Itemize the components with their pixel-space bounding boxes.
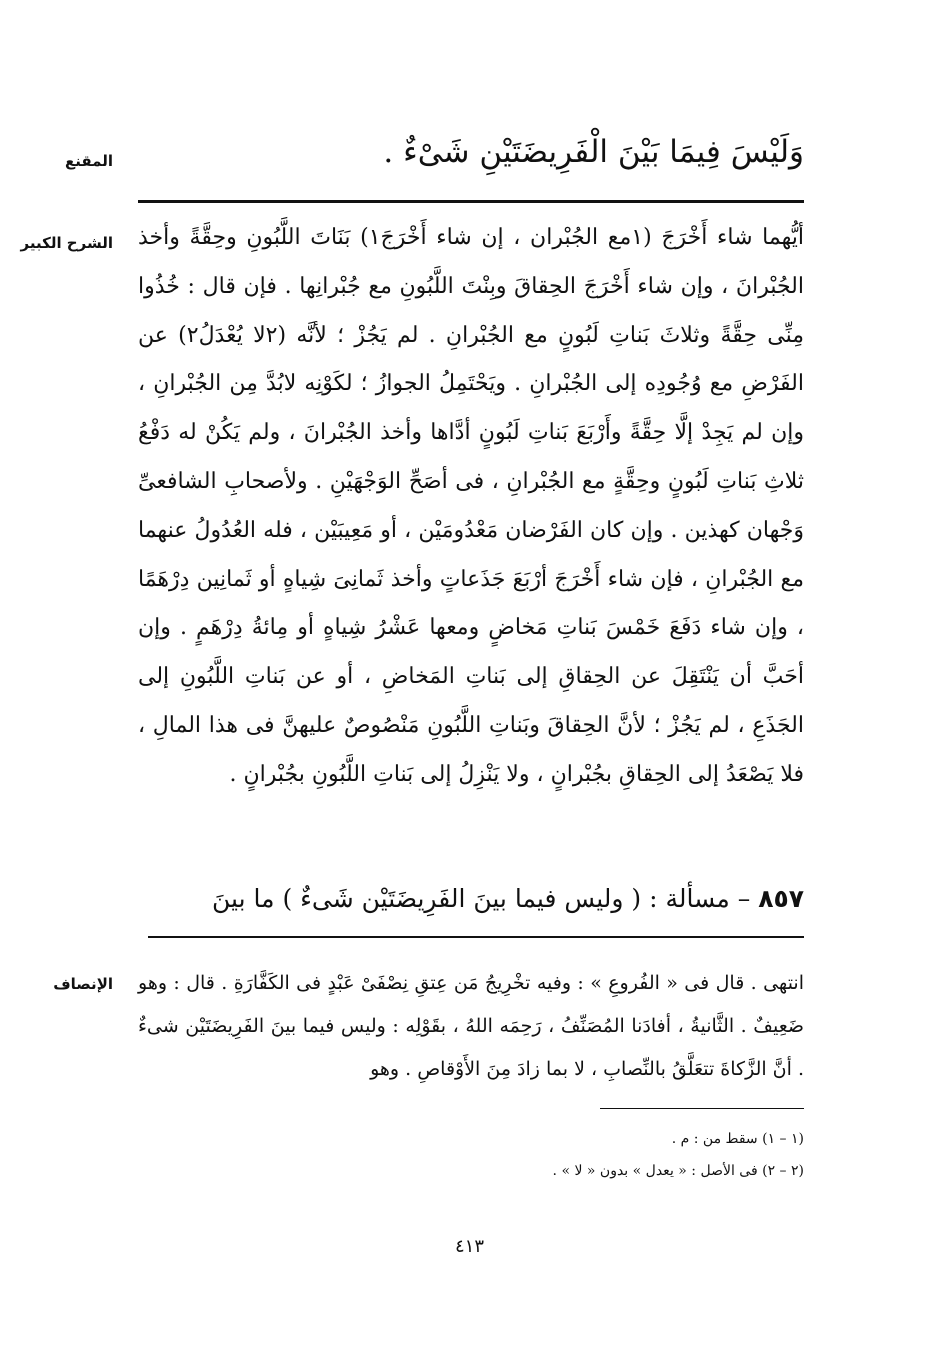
- sharh-block: [138, 214, 804, 800]
- footnote-1: (١ – ١) سقط من : م .: [671, 1131, 804, 1147]
- masala-number: ٨٥٧: [758, 884, 804, 913]
- insaf-block: [138, 962, 804, 1091]
- masala-heading: [138, 874, 804, 924]
- matn-divider: [138, 200, 804, 203]
- page-number: ٤١٣: [454, 1236, 484, 1257]
- masala-text: – مسألة : ( وليس فيما بينَ الفَرِيضَتَيْن شَىءٌ ) ما بينَ: [212, 884, 751, 913]
- insaf-paragraph: انتهى . قال فى « الفُروعِ » : وفيه تخْرِيجُ مَن عِتقِ نِصْفَىْ عَبْدٍ فى الكَفَّارَةِ . قال : وهو ضَعِيفٌ . الثَّانيةُ ، أفادَنا المُصَنِّفُ ، رَحِمَه اللهُ ، بقَوْلِه : وليس فيما بينَ الفَرِيضَتَيْن شىءٌ . أنَّ الزَّكاةَ تتعَلَّقُ بالنِّصابِ ، لا بما زادَ مِنَ الأَوْقاصِ . وهو: [138, 972, 804, 1080]
- muqni-label: المقنع: [65, 152, 113, 170]
- sharh-paragraph: أيُّهما شاء أَخْرَجَ (١مع الجُبْران ، إن شاء أَخْرَجَ١) بَنَاتَ اللَّبُونِ وحِقَّةً وأخذ الجُبْرانَ ، وإن شاء أَخْرَجَ الحِقاقَ وبِنْتَ اللَّبُونِ مع جُبْرانِها . فإن قال : خُذُوا مِنِّى حِقَّةً وثلاثَ بَناتِ لَبُونٍ مع الجُبْرانِ . لم يَجُزْ ؛ لأنَّه (٢لا يُعْدَلُ٢) عن الفَرْضِ مع وُجُودِه إلى الجُبْرانِ . ويَحْتَمِلُ الجوازُ ؛ لكَوْنِه لابُدَّ مِن الجُبْرانِ ، وإن لم يَجِدْ إلَّا حِقَّةً وأَرْبَعَ بَناتِ لَبُونٍ أدَّاها وأخذ الجُبْرانَ ، ولم يَكُنْ له دَفْعُ ثلاثِ بَناتِ لَبُونٍ وحِقَّةٍ مع الجُبْرانِ ، فى أصَحِّ الوَجْهَيْنِ . ولأصحابِ الشافعىِّ وَجْهان كهذين . وإن كان الفَرْضان مَعْدُومَيْن ، أو مَعِيبَيْن ، فله العُدُولُ عنهما مع الجُبْرانِ ، فإن شاء أَخْرَجَ أرْبَعَ جَذَعاتٍ وأخذ ثَمانِىَ شِياهٍ أو ثَمانِين دِرْهَمًا ، وإن شاء دَفَعَ خَمْسَ بَناتِ مَخاضٍ ومعها عَشْرُ شِياهٍ أو مِائةُ دِرْهَمٍ . وإن أحَبَّ أن يَنْتَقِلَ عن الحِقاقِ إلى بَناتِ المَخاضِ ، أو عن بَناتِ اللَّبُونِ إلى الجَذَعِ ، لم يَجُزْ ؛ لأنَّ الحِقاقَ وبَناتِ اللَّبُونِ مَنْصُوصٌ عليهنَّ فى هذا المالِ ، فلا يَصْعَدُ إلى الحِقاقِ بجُبْرانٍ ، ولا يَنْزِلُ إلى بَناتِ اللَّبُونِ بجُبْرانٍ .: [138, 225, 805, 787]
- sharh-label: الشرح الكبير: [20, 234, 113, 252]
- footnote-divider: [600, 1108, 804, 1109]
- insaf-divider: [148, 936, 804, 938]
- matn-text: وَلَيْسَ فِيمَا بَيْنَ الْفَرِيضَتَيْنِ شَىْءٌ .: [383, 134, 804, 170]
- footnote-2: (٢ – ٢) فى الأصل : « يعدل » بدون « لا » .: [552, 1163, 804, 1179]
- insaf-label: الإنصاف: [53, 975, 113, 993]
